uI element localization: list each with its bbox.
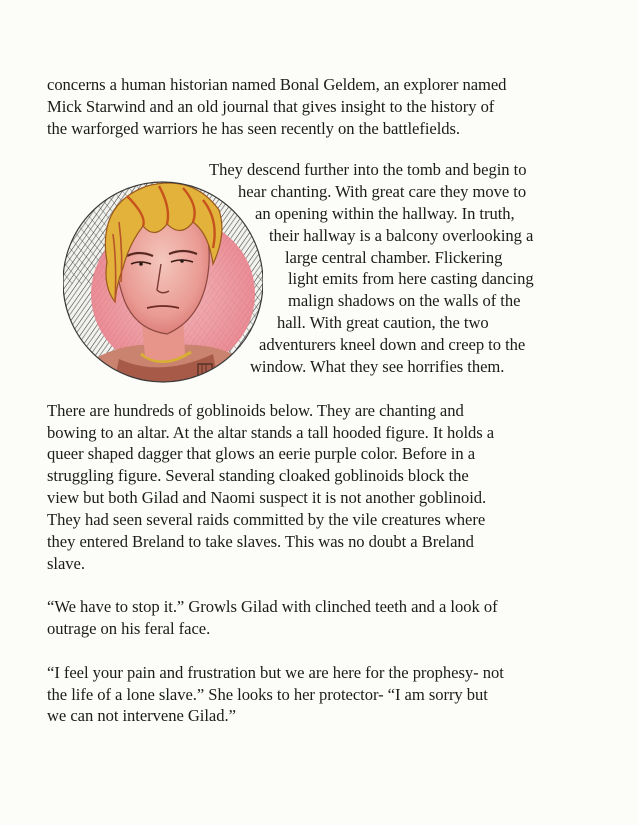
body-line: bowing to an altar. At the altar stands a tall hooded figure. It holds a: [47, 423, 495, 442]
wrapped-line: window. What they see horrifies them.: [250, 357, 505, 376]
wrapped-line: their hallway is a balcony overlooking a: [269, 226, 534, 245]
dialogue-line: we can not intervene Gilad.”: [47, 706, 236, 725]
dialogue-line: the life of a lone slave.” She looks to her protector- “I am sorry but: [47, 685, 488, 704]
wrapped-line: hall. With great caution, the two: [277, 313, 489, 332]
body-line: queer shaped dagger that glows an eerie purple color. Before in a: [47, 444, 476, 463]
body-line: They had seen several raids committed by the vile creatures where: [47, 510, 486, 529]
wrapped-line: large central chamber. Flickering: [285, 248, 503, 267]
wrapped-line: an opening within the hallway. In truth,: [255, 204, 515, 223]
intro-line: the warforged warriors he has seen recently on the battlefields.: [47, 119, 461, 138]
wrapped-line: light emits from here casting dancing: [288, 269, 534, 288]
body-line: There are hundreds of goblinoids below. They are chanting and: [47, 401, 464, 420]
dialogue-line: outrage on his feral face.: [47, 619, 211, 638]
intro-line: concerns a human historian named Bonal Geldem, an explorer named: [47, 75, 507, 94]
dialogue-line: “We have to stop it.” Growls Gilad with clinched teeth and a look of: [47, 597, 498, 616]
body-line: struggling figure. Several standing cloaked goblinoids block the: [47, 466, 469, 485]
portrait-illustration: [63, 164, 263, 396]
wrapped-line: malign shadows on the walls of the: [288, 291, 521, 310]
body-line: slave.: [47, 554, 85, 573]
intro-line: Mick Starwind and an old journal that gives insight to the history of: [47, 97, 495, 116]
wrapped-line: hear chanting. With great care they move to: [238, 182, 527, 201]
dialogue-line: “I feel your pain and frustration but we are here for the prophesy- not: [47, 663, 504, 682]
wrapped-line: adventurers kneel down and creep to the: [259, 335, 526, 354]
body-line: view but both Gilad and Naomi suspect it is not another goblinoid.: [47, 488, 487, 507]
body-line: they entered Breland to take slaves. This was no doubt a Breland: [47, 532, 474, 551]
wrapped-line: They descend further into the tomb and begin to: [209, 160, 527, 179]
